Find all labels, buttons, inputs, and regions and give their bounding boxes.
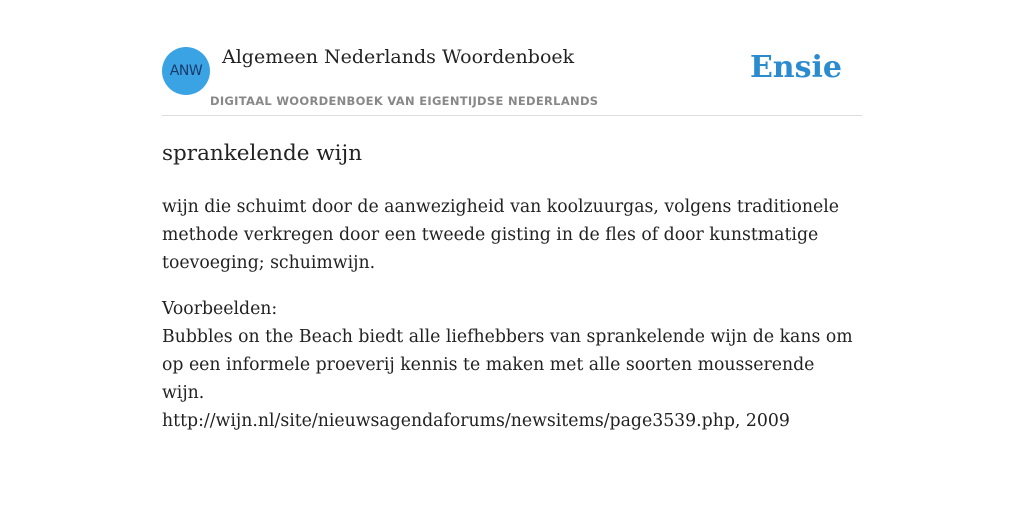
ensie-brand-logo[interactable]: Ensie — [749, 50, 842, 85]
entry-definition: wijn die schuimt door de aanwezigheid van koolzuurgas, volgens traditionele methode verkregen door een tweede gisting in de fles of door kunstmatige toevoeging; schuimwijn. — [162, 197, 839, 273]
anw-logo[interactable] — [162, 47, 210, 95]
logo-text: ANW — [169, 63, 203, 79]
site-subtitle: DIGITAAL WOORDENBOEK VAN EIGENTIJDSE NEDERLANDS — [210, 94, 599, 108]
example-text: Bubbles on the Beach biedt alle liefhebbers van sprankelende wijn de kans om op een informele proeverij kennis te maken met alle soorten mousserende wijn. — [162, 327, 853, 403]
header — [162, 0, 862, 116]
site-title[interactable]: Algemeen Nederlands Woordenboek — [222, 46, 575, 68]
examples-label: Voorbeelden: — [162, 299, 278, 319]
entry-headword: sprankelende wijn — [162, 141, 363, 166]
examples-section — [162, 295, 862, 435]
example-source: http://wijn.nl/site/nieuwsagendaforums/newsitems/page3539.php, 2009 — [162, 411, 790, 431]
page — [162, 0, 862, 512]
